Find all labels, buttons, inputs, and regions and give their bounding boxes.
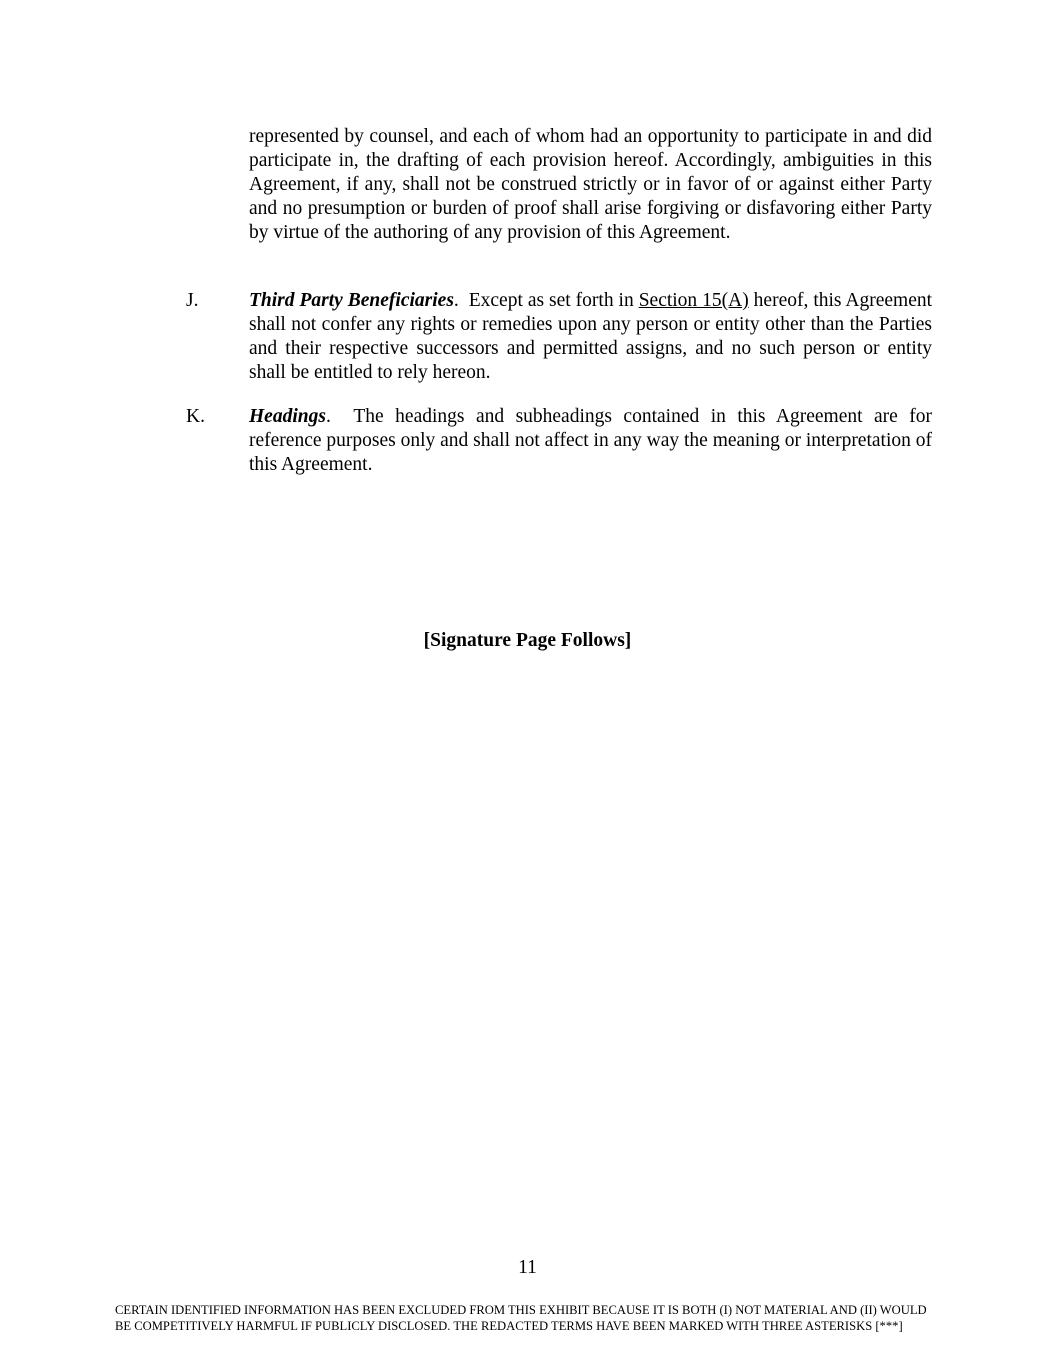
section-marker-k: K. bbox=[186, 406, 205, 427]
continued-paragraph: represented by counsel, and each of whom had an opportunity to participate in and did participate in, the drafting of each provision hereof. Accordingly, ambiguities in this Agreement, if any, shall not be construed strictly or in favor of or against either Party and no presumption or burden of proof shall arise forgiving or disfavoring either Party by virtue of the authoring of any provision of this Agreement. bbox=[249, 126, 932, 243]
page-number: 11 bbox=[518, 1257, 537, 1278]
section-15a-reference: Section 15(A) bbox=[638, 290, 749, 311]
signature-page-note: [Signature Page Follows] bbox=[423, 630, 632, 651]
section-k-heading: Headings bbox=[249, 406, 326, 427]
section-k-body: The headings and subheadings contained in this Agreement are for reference purposes only and shall not affect in any way the meaning or interpretation of this Agreement. bbox=[249, 406, 932, 475]
redaction-legend: CERTAIN IDENTIFIED INFORMATION HAS BEEN EXCLUDED FROM THIS EXHIBIT BECAUSE IT IS BOTH (I) NOT MATERIAL AND (II) WOULD BE COMPETITIVELY HARMFUL IF PUBLICLY DISCLOSED. THE REDACTED TERMS HAVE BEEN MARKED WITH THREE ASTERISKS [***] bbox=[115, 1303, 927, 1333]
section-marker-j: J. bbox=[186, 290, 199, 311]
section-j-paragraph bbox=[249, 289, 932, 385]
section-k-heading-punct: . bbox=[325, 406, 331, 427]
section-j-heading-punct: . bbox=[453, 290, 459, 311]
section-j-body-end: hereof, this Agreement shall not confer any rights or remedies upon any person or entity other than the Parties and their respective successors and permitted assigns, and no such person or entity shall be entitled to rely hereon. bbox=[249, 290, 933, 383]
section-k-paragraph bbox=[249, 405, 932, 477]
section-j-body-start: Except as set forth in bbox=[468, 290, 639, 311]
section-j-heading: Third Party Beneficiaries bbox=[249, 290, 454, 311]
